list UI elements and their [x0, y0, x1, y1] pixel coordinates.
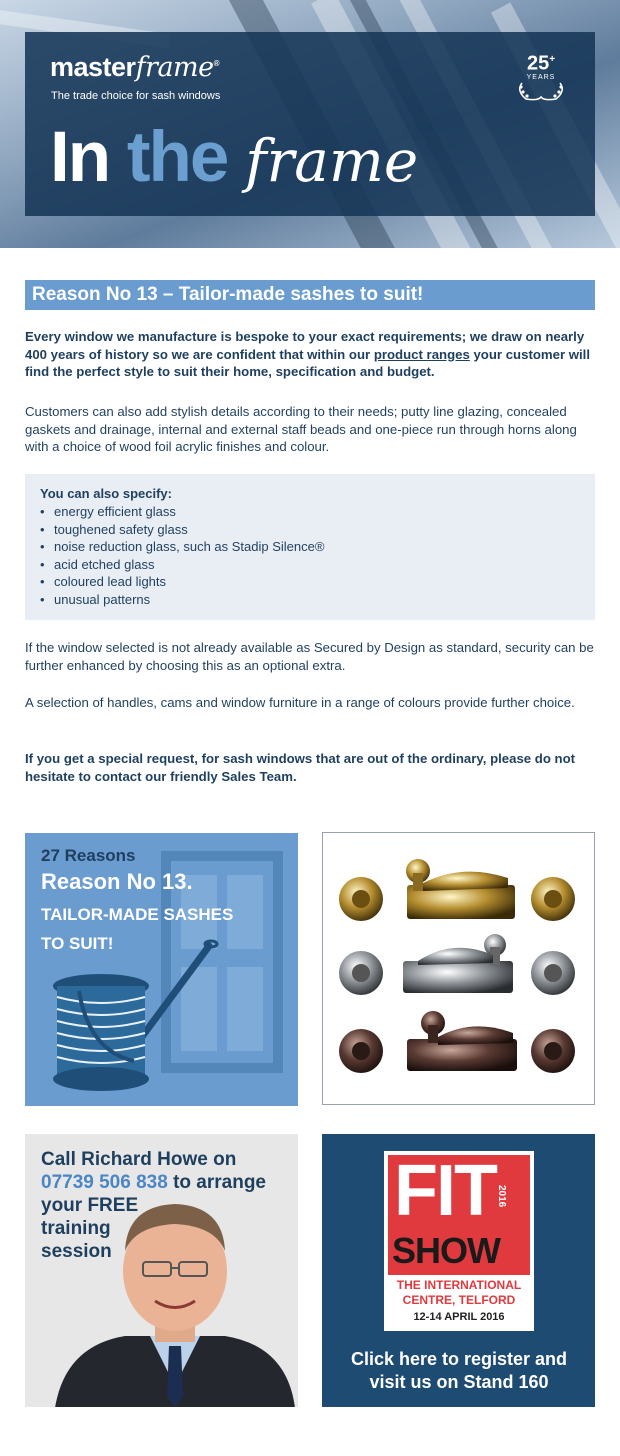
special-request-paragraph: If you get a special request, for sash windows that are out of the ordinary, please do not hesitate to contact our friendly Sales Team. — [25, 751, 576, 784]
sash-handles-image[interactable] — [322, 832, 595, 1105]
spec-title: You can also specify: — [40, 486, 172, 501]
phone-number[interactable]: 07739 506 838 — [41, 1172, 168, 1193]
25-years-badge: 25+ YEARS — [512, 50, 570, 104]
list-item: • acid etched glass — [40, 556, 324, 574]
reason-heading: Reason No 13 – Tailor-made sashes to suit! — [25, 280, 595, 310]
reason-number: Reason No 13. — [41, 869, 193, 894]
fit-logo-show: SHOW — [392, 1230, 500, 1271]
details-paragraph: Customers can also add stylish details according to their needs; putty line glazing, concealed gaskets and drainage, internal and external staff beads and one-piece run through horns along with a choice of wood foil acrylic finishes and colour. — [25, 404, 577, 455]
fit-dates: 12-14 APRIL 2016 — [413, 1311, 505, 1323]
reasons-series-label: 27 Reasons — [41, 846, 136, 865]
fit-logo-year: 2016 — [496, 1185, 507, 1208]
intro-paragraph: Every window we manufacture is bespoke to your exact requirements; we draw on nearly 400 years of history so we are confident that within our product ranges your customer will find the perfect style to suit their home, specification and budget. — [25, 329, 590, 380]
product-ranges-link[interactable]: product ranges — [373, 346, 470, 362]
masterframe-logo[interactable]: masterframe® — [50, 52, 220, 83]
sash-fasteners-photo — [323, 833, 594, 1104]
list-item: • unusual patterns — [40, 591, 324, 609]
handles-paragraph: A selection of handles, cams and window furniture in a range of colours provide further choice. — [25, 695, 575, 710]
newsletter-title: In the frame — [50, 118, 419, 197]
list-item: • toughened safety glass — [40, 521, 324, 539]
list-item: • coloured lead lights — [40, 573, 324, 591]
call-text: Call Richard Howe on 07739 506 838 to arrange your FREE training session — [41, 1149, 266, 1262]
security-paragraph: If the window selected is not already available as Secured by Design as standard, security can be further enhanced by choosing this as an optional extra. — [25, 640, 594, 673]
fit-venue: THE INTERNATIONAL CENTRE, TELFORD — [396, 1278, 522, 1307]
laurel-icon — [512, 81, 570, 101]
reason-subtitle: TAILOR-MADE SASHES TO SUIT! — [41, 905, 234, 953]
spec-list — [40, 503, 324, 609]
register-link[interactable]: Click here to register and visit us on Stand 160 — [350, 1349, 568, 1392]
fit-logo-word: FIT — [394, 1151, 496, 1231]
list-item: • noise reduction glass, such as Stadip Silence® — [40, 538, 324, 556]
tagline: The trade choice for sash windows — [51, 90, 221, 102]
list-item: • energy efficient glass — [40, 503, 324, 521]
